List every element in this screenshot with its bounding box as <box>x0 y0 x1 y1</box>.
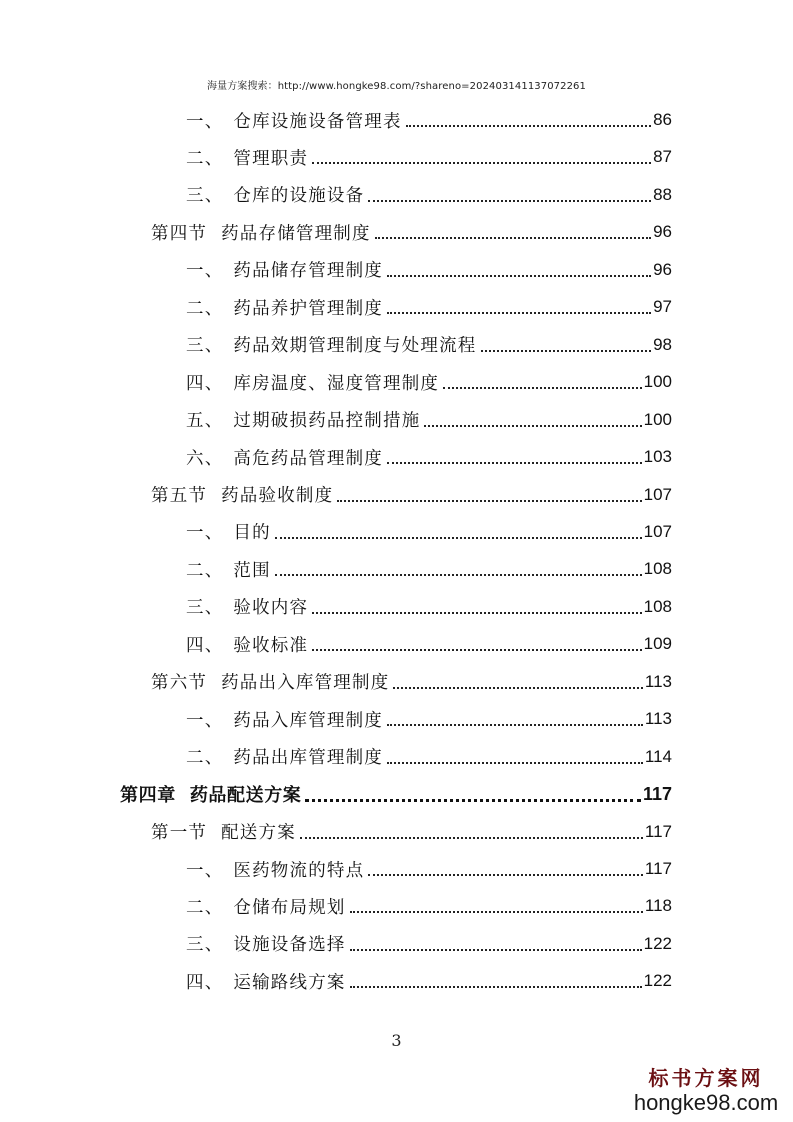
toc-dot-leader <box>350 911 643 913</box>
toc-entry-page-number: 117 <box>644 821 672 841</box>
toc-entry-number: 第四章 <box>120 785 176 807</box>
toc-entry-item[interactable] <box>186 252 672 288</box>
toc-entry-number: 五、 <box>186 411 224 432</box>
toc-entry-label <box>186 969 346 994</box>
toc-entry-label <box>120 781 301 807</box>
toc-entry-label <box>186 182 364 207</box>
toc-entry-number: 一、 <box>186 261 224 282</box>
toc-entry-label <box>186 632 308 657</box>
toc-entry-number: 三、 <box>186 186 224 207</box>
toc-entry-page-number: 103 <box>643 447 672 467</box>
toc-entry-title: 药品储存管理制度 <box>233 261 384 282</box>
toc-entry-label <box>186 594 308 619</box>
toc-entry-number: 二、 <box>186 298 224 319</box>
toc-dot-leader <box>337 500 641 502</box>
toc-entry-item[interactable] <box>186 177 672 213</box>
toc-entry-title: 运输路线方案 <box>233 972 346 993</box>
toc-entry-section[interactable] <box>151 477 672 513</box>
toc-dot-leader <box>481 350 652 352</box>
toc-entry-number: 六、 <box>186 448 224 469</box>
toc-entry-item[interactable] <box>186 888 672 924</box>
toc-entry-title: 仓库的设施设备 <box>233 186 365 207</box>
toc-entry-label <box>186 707 383 732</box>
toc-entry-number: 第五节 <box>151 486 208 506</box>
toc-entry-label <box>186 108 402 133</box>
toc-entry-item[interactable] <box>186 402 672 438</box>
toc-entry-number: 第一节 <box>151 823 208 844</box>
toc-entry-item[interactable] <box>186 139 672 175</box>
toc-entry-number: 四、 <box>186 373 224 394</box>
toc-dot-leader <box>312 649 641 651</box>
toc-entry-title: 设施设备选择 <box>233 935 346 956</box>
watermark-logo <box>631 1066 781 1116</box>
toc-entry-title: 药品养护管理制度 <box>233 298 384 319</box>
watermark-chinese-text: 标书方案网 <box>648 1066 764 1090</box>
toc-entry-label <box>186 519 271 544</box>
toc-entry-title: 过期破损药品控制措施 <box>233 411 421 432</box>
toc-entry-title: 范围 <box>233 560 271 581</box>
toc-dot-leader <box>312 162 651 164</box>
toc-dot-leader <box>387 762 643 764</box>
toc-entry-title: 仓储布局规划 <box>233 897 346 918</box>
toc-dot-leader <box>443 387 642 389</box>
toc-entry-page-number: 122 <box>643 971 672 991</box>
toc-entry-label <box>151 220 371 245</box>
toc-entry-title: 验收标准 <box>233 635 309 656</box>
toc-entry-section[interactable] <box>151 814 672 850</box>
toc-dot-leader <box>275 537 642 539</box>
toc-entry-title: 配送方案 <box>221 823 296 844</box>
toc-entry-title: 药品配送方案 <box>189 785 302 807</box>
toc-entry-number: 一、 <box>186 523 224 544</box>
toc-dot-leader <box>350 949 642 951</box>
toc-entry-item[interactable] <box>186 589 672 625</box>
toc-entry-page-number: 108 <box>643 596 672 616</box>
toc-dot-leader <box>375 237 651 239</box>
toc-entry-item[interactable] <box>186 364 672 400</box>
toc-entry-title: 药品出入库管理制度 <box>221 673 390 694</box>
toc-entry-item[interactable] <box>186 327 672 363</box>
toc-entry-title: 管理职责 <box>233 148 309 169</box>
toc-entry-number: 二、 <box>186 560 224 581</box>
toc-entry-number: 一、 <box>186 710 224 731</box>
header-search-note: 海量方案搜索：http://www.hongke98.com/?shareno=202403141137072261 <box>207 81 586 92</box>
toc-entry-page-number: 117 <box>642 783 672 804</box>
toc-entry-title: 医药物流的特点 <box>233 860 365 881</box>
toc-entry-page-number: 100 <box>643 372 672 392</box>
toc-entry-page-number: 107 <box>643 484 672 504</box>
toc-entry-number: 二、 <box>186 897 224 918</box>
toc-entry-label <box>186 894 346 919</box>
toc-entry-label <box>186 370 439 395</box>
toc-entry-page-number: 117 <box>644 859 672 878</box>
toc-entry-item[interactable] <box>186 926 672 962</box>
toc-dot-leader <box>312 612 641 614</box>
toc-entry-number: 四、 <box>186 635 224 656</box>
toc-entry-label <box>186 295 383 320</box>
toc-entry-title: 药品入库管理制度 <box>233 710 384 731</box>
toc-entry-number: 四、 <box>186 972 224 993</box>
toc-entry-label <box>186 744 383 769</box>
toc-entry-title: 药品存储管理制度 <box>221 223 371 244</box>
toc-dot-leader <box>387 275 651 277</box>
toc-entry-item[interactable] <box>186 289 672 325</box>
toc-entry-label <box>186 332 477 357</box>
toc-entry-number: 二、 <box>186 148 224 169</box>
toc-dot-leader <box>368 874 643 876</box>
toc-entry-label <box>186 931 346 956</box>
toc-entry-item[interactable] <box>186 102 672 138</box>
toc-dot-leader <box>368 200 651 202</box>
toc-entry-page-number: 100 <box>643 409 672 429</box>
toc-entry-item[interactable] <box>186 701 672 737</box>
toc-entry-item[interactable] <box>186 963 672 999</box>
toc-entry-label <box>186 257 383 282</box>
toc-entry-title: 目的 <box>233 523 271 544</box>
toc-entry-title: 仓库设施设备管理表 <box>233 111 402 132</box>
toc-entry-number: 二、 <box>186 748 224 769</box>
toc-entry-page-number: 109 <box>643 634 672 654</box>
toc-entry-page-number: 88 <box>653 184 672 204</box>
toc-entry-page-number: 96 <box>653 222 672 242</box>
toc-entry-item[interactable] <box>186 851 672 887</box>
toc-entry-page-number: 97 <box>653 297 672 317</box>
toc-entry-number: 一、 <box>186 111 224 132</box>
toc-entry-label <box>151 669 389 694</box>
toc-entry-item[interactable] <box>186 551 672 587</box>
toc-dot-leader <box>300 837 643 839</box>
toc-entry-page-number: 96 <box>653 259 672 279</box>
toc-entry-title: 验收内容 <box>233 598 309 619</box>
toc-entry-page-number: 107 <box>643 521 672 541</box>
watermark-domain-text: hongke98.com <box>633 1090 779 1115</box>
toc-entry-label <box>151 482 333 507</box>
page-number: 3 <box>391 1031 402 1050</box>
toc-entry-item[interactable] <box>186 439 672 475</box>
toc-entry-page-number: 122 <box>643 933 672 953</box>
toc-entry-number: 第六节 <box>151 673 208 694</box>
toc-dot-leader <box>387 724 643 726</box>
toc-entry-section[interactable] <box>151 664 672 700</box>
toc-entry-title: 库房温度、湿度管理制度 <box>233 373 440 394</box>
toc-entry-label <box>186 857 364 882</box>
toc-entry-page-number: 114 <box>644 746 672 766</box>
toc-dot-leader <box>406 125 651 127</box>
toc-entry-page-number: 87 <box>653 147 672 167</box>
toc-entry-title: 药品效期管理制度与处理流程 <box>233 336 477 357</box>
toc-entry-page-number: 113 <box>644 709 672 729</box>
toc-entry-item[interactable] <box>186 626 672 662</box>
toc-entry-title: 药品出库管理制度 <box>233 748 384 769</box>
toc-entry-page-number: 118 <box>644 896 672 916</box>
toc-entry-number: 一、 <box>186 860 224 881</box>
toc-entry-label <box>186 407 420 432</box>
toc-dot-leader <box>393 687 642 689</box>
toc-entry-chapter[interactable] <box>120 776 672 812</box>
toc-entry-title: 高危药品管理制度 <box>233 448 384 469</box>
toc-entry-item[interactable] <box>186 739 672 775</box>
toc-entry-item[interactable] <box>186 514 672 550</box>
toc-dot-leader <box>350 986 642 988</box>
toc-entry-label <box>151 819 296 844</box>
toc-dot-leader <box>275 574 642 576</box>
toc-entry-label <box>186 557 271 582</box>
toc-entry-section[interactable] <box>151 214 672 250</box>
toc-entry-number: 三、 <box>186 598 224 619</box>
toc-dot-leader <box>387 312 651 314</box>
toc-entry-page-number: 86 <box>653 110 672 129</box>
toc-entry-number: 三、 <box>186 336 224 357</box>
toc-dot-leader <box>424 425 641 427</box>
toc-entry-label <box>186 445 383 470</box>
toc-entry-number: 三、 <box>186 935 224 956</box>
toc-entry-number: 第四节 <box>151 223 208 244</box>
toc-entry-page-number: 108 <box>643 559 672 579</box>
toc-entry-label <box>186 145 308 170</box>
toc-entry-title: 药品验收制度 <box>221 486 334 506</box>
toc-entry-page-number: 113 <box>644 671 672 691</box>
toc-entry-page-number: 98 <box>653 334 672 354</box>
toc-dot-leader <box>387 462 642 464</box>
toc-dot-leader <box>305 799 641 802</box>
